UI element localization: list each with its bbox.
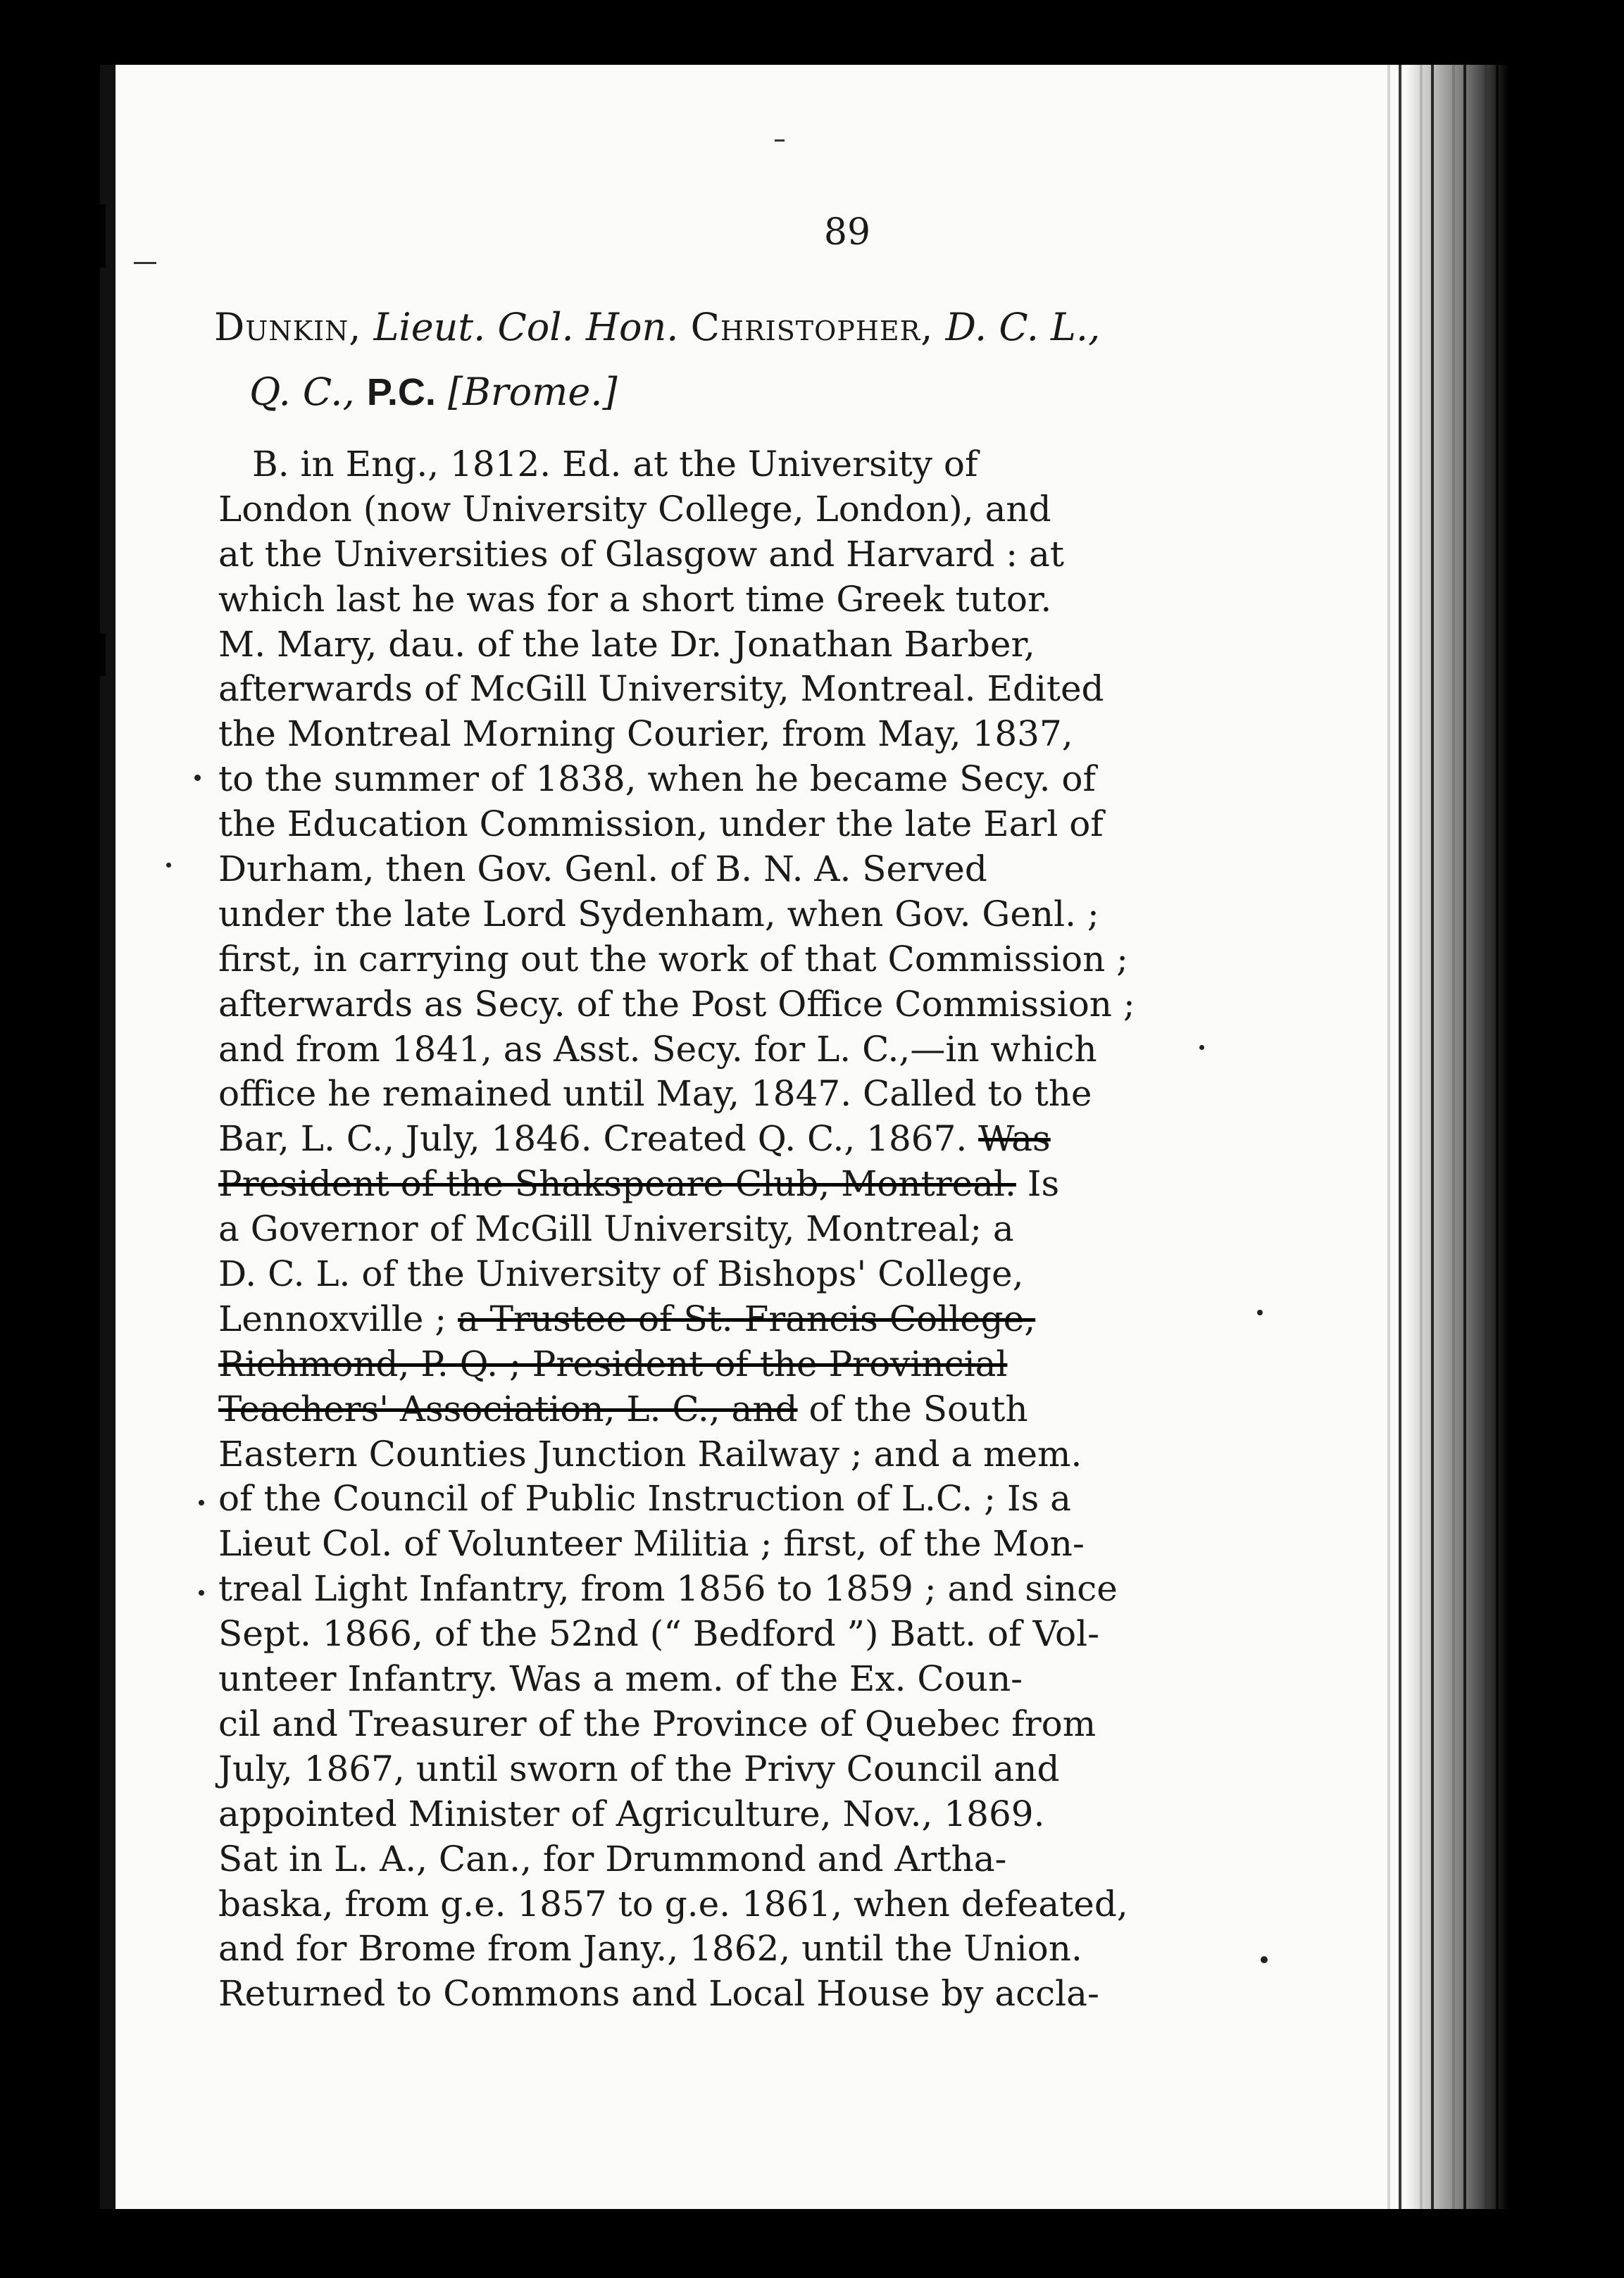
scan-mark — [134, 262, 156, 264]
text-line: D. C. L. of the University of Bishops' College, — [218, 1253, 1024, 1295]
entry-riding: [Brome.] — [448, 370, 618, 414]
text-line: Sept. 1866, of the 52nd (“ Bedford ”) Batt. of Vol- — [218, 1613, 1099, 1655]
text-line: baska, from g.e. 1857 to g.e. 1861, when defeated, — [218, 1883, 1128, 1925]
struck-text: President of the Shakspeare Club, Montreal. — [218, 1163, 1016, 1205]
entry-heading-continued — [249, 370, 618, 414]
scan-speck — [166, 863, 171, 868]
entry-given-name: Christopher, — [690, 305, 934, 349]
scan-mark — [775, 139, 785, 142]
text-line: treal Light Infantry, from 1856 to 1859 ; and since — [218, 1568, 1118, 1610]
text-line: Lieut Col. of Volunteer Militia ; first, of the Mon- — [218, 1523, 1085, 1565]
text-line: Bar, L. C., July, 1846. Created Q. C., 1867. Was — [218, 1118, 1051, 1160]
entry-degree: D. C. L., — [945, 305, 1101, 349]
scan-speck — [1261, 1956, 1268, 1963]
text-line: Sat in L. A., Can., for Drummond and Artha- — [218, 1838, 1007, 1879]
text-line: Eastern Counties Junction Railway ; and a mem. — [218, 1433, 1082, 1475]
struck-text: Was — [978, 1118, 1051, 1160]
text-line: and for Brome from Jany., 1862, until the Union. — [218, 1928, 1082, 1970]
struck-text: a Trustee of St. Francis College, — [457, 1298, 1036, 1339]
text-line: London (now University College, London), and — [218, 488, 1051, 530]
text-line: office he remained until May, 1847. Called to the — [218, 1073, 1092, 1115]
page-gutter-dark-edge — [1405, 65, 1509, 2209]
text-line: appointed Minister of Agriculture, Nov., 1869. — [218, 1793, 1045, 1834]
text-line: Lennoxville ; a Trustee of St. Francis College, — [218, 1298, 1036, 1339]
text-line: under the late Lord Sydenham, when Gov. Genl. ; — [218, 893, 1099, 934]
struck-text: Richmond, P. Q. ; President of the Provincial — [218, 1343, 1008, 1384]
entry-rank: Lieut. Col. Hon. — [373, 305, 679, 349]
text-line: Durham, then Gov. Genl. of B. N. A. Served — [218, 849, 987, 890]
entry-surname: Dunkin, — [214, 305, 362, 349]
text-line: Returned to Commons and Local House by accla- — [218, 1973, 1099, 2015]
scan-speck — [199, 1500, 204, 1506]
scan-speck — [1257, 1310, 1263, 1315]
text-line: first, in carrying out the work of that Commission ; — [218, 938, 1129, 980]
text-line: July, 1867, until sworn of the Privy Council and — [218, 1748, 1060, 1789]
text-line: cil and Treasurer of the Province of Quebec from — [218, 1703, 1097, 1744]
text-line: M. Mary, dau. of the late Dr. Jonathan Barber, — [218, 623, 1035, 665]
binding-notch — [85, 634, 106, 676]
entry-qc: Q. C., — [249, 370, 355, 414]
struck-text: Teachers' Association, L. C., and — [218, 1388, 798, 1429]
text-line: the Education Commission, under the late Earl of — [218, 803, 1104, 845]
text-line: which last he was for a short time Greek tutor. — [218, 578, 1052, 620]
text-line: a Governor of McGill University, Montreal; a — [218, 1208, 1014, 1250]
text-line: at the Universities of Glasgow and Harvard : at — [218, 533, 1064, 575]
page-number: 89 — [823, 211, 871, 254]
text-line: B. in Eng., 1812. Ed. at the University of — [252, 444, 978, 484]
text-line: unteer Infantry. Was a mem. of the Ex. Coun- — [218, 1658, 1023, 1700]
text-line: the Montreal Morning Courier, from May, 1837, — [218, 713, 1073, 755]
entry-heading — [214, 305, 1101, 349]
text-line: to the summer of 1838, when he became Secy. of — [218, 758, 1096, 800]
biography-text — [218, 442, 1204, 2017]
text-line: of the Council of Public Instruction of L.C. ; Is a — [218, 1478, 1071, 1520]
text-line: afterwards of McGill University, Montreal. Edited — [218, 668, 1104, 710]
scan-speck — [199, 1590, 204, 1596]
text-line — [218, 1342, 1204, 1387]
text-line: afterwards as Secy. of the Post Office Commission ; — [218, 983, 1135, 1025]
text-line: Teachers' Association, L. C., and of the South — [218, 1388, 1028, 1429]
scan-speck — [194, 775, 201, 781]
page-binding-edge — [100, 65, 115, 2209]
entry-pc: P.C. — [366, 371, 436, 413]
text-line: and from 1841, as Asst. Secy. for L. C.,—in which — [218, 1028, 1097, 1070]
text-line: President of the Shakspeare Club, Montreal. Is — [218, 1163, 1060, 1205]
